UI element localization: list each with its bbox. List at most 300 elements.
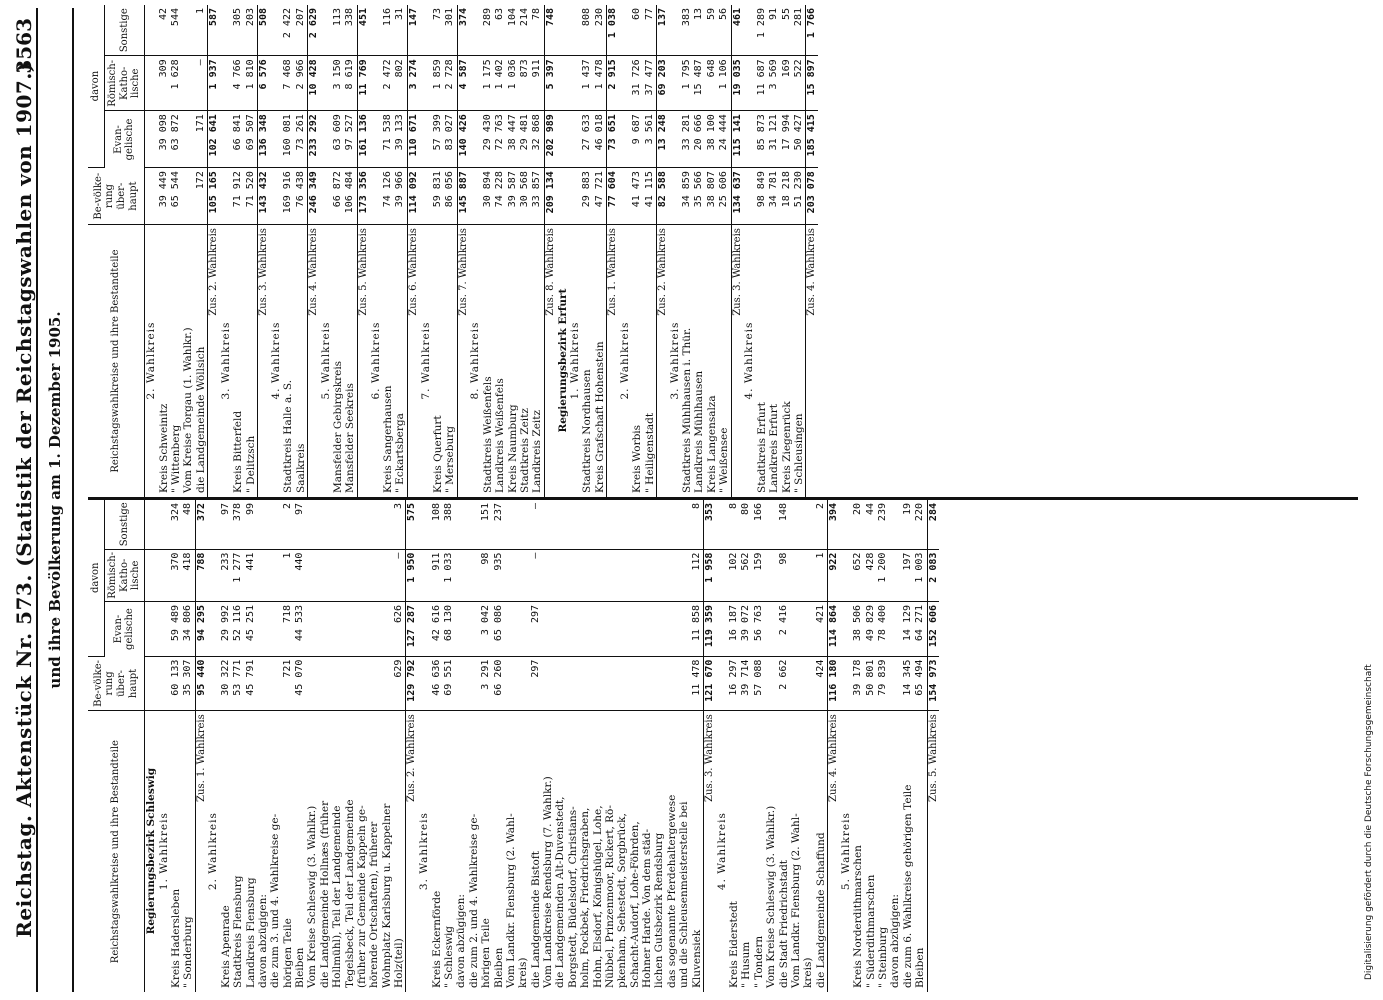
row-label: Kreis Eiderstedt [728,901,741,988]
cell-catholic: 11 687 [756,56,768,111]
cell-catholic: 788 [195,549,207,601]
cell-total: 129 792 [406,656,418,711]
empty-cell [320,168,332,225]
cell-other: 230 [594,5,607,56]
cell-catholic: — [393,549,406,601]
row-label: Vom Kreise Torgau (1. Wahlkr.) [182,327,195,493]
cell-catholic [468,549,480,601]
cell-catholic: 3 150 [332,56,344,111]
cell-catholic [567,549,579,601]
cell-total [306,656,318,711]
group-heading-row [557,5,569,497]
table-row [443,500,455,992]
cell-evangelical: 50 427 [793,111,806,168]
row-label: Mansfelder Gebirgskreis [332,360,345,493]
row-label: " Merseburg [444,426,457,493]
cell-catholic [802,549,814,601]
row-label: Kreis Bitterfeld [232,410,245,493]
cell-other: 748 [544,5,556,56]
cell-total [554,656,566,711]
cell-total: 71 912 [232,168,244,225]
cell-catholic: 1 [282,549,294,601]
section-heading: Regierungsbezirk Schleswig [145,767,158,935]
cell-catholic: 370 [170,549,182,601]
row-label: die zum 6. Wahlkreise gehörigen Teile [901,784,914,988]
total-row [457,5,469,497]
row-label: die Landgemeinde Hollnæs (früher [318,800,331,988]
subtitle-rule [72,8,74,992]
section-heading-row [270,5,282,497]
left-table-block [88,5,1358,500]
col-header-so: Sonstige [104,500,144,549]
col-header-total: Be-völke-rung über-haupt [88,168,145,225]
cell-other [381,500,393,549]
cell-catholic [319,549,331,601]
total-row [257,5,269,497]
cell-evangelical: 13 248 [656,111,668,168]
row-label: Landkreis Weißenfels [494,378,507,493]
cell-other: 575 [406,500,418,549]
cell-catholic: 6 576 [257,56,269,111]
cell-evangelical: 102 641 [208,111,220,168]
cell-other: 73 [432,5,444,56]
empty-cell [569,5,581,56]
row-label: Zus. 3. Wahlkreis [257,225,269,497]
cell-evangelical [629,601,641,656]
row-label: Kreis Norderdithmarschen [852,845,865,988]
cell-evangelical: 233 292 [307,111,319,168]
cell-other [319,500,331,549]
table-row [331,500,343,992]
row-label: Landkreis Erfurt [768,404,781,493]
cell-catholic [257,549,269,601]
cell-other [616,500,628,549]
cell-other: 108 [431,500,443,549]
section-heading: 5. Wahlkreis [319,321,332,400]
cell-other [604,500,616,549]
cell-evangelical: 69 507 [245,111,258,168]
row-label: Kreis Worbis [631,424,644,493]
col-header-rk: Römisch-Katho-lische [104,56,144,111]
total-row [357,5,369,497]
empty-cell [669,111,681,168]
cell-catholic: 648 [706,56,718,111]
row-label: Kreis Hadersleben [169,888,182,988]
cell-total: 74 126 [382,168,394,225]
empty-cell [420,168,432,225]
cell-other: 305 [232,5,244,56]
row-label: kreis) [517,957,530,988]
table-row [368,500,380,992]
cell-total: 41 115 [644,168,657,225]
total-row [656,5,668,497]
table-row [691,500,704,992]
cell-evangelical: 38 100 [706,111,718,168]
cell-evangelical: 14 129 [902,601,914,656]
empty-cell [158,656,170,711]
cell-other: 284 [927,500,939,549]
empty-cell [207,656,219,711]
cell-catholic: — [195,56,208,111]
cell-other: 1 038 [607,5,619,56]
cell-catholic: 1 402 [494,56,506,111]
table-row [768,5,780,497]
col-header-davon: davon [88,5,104,168]
cell-other: 19 [902,500,914,549]
cell-other: 508 [257,5,269,56]
cell-catholic: 1 277 [232,549,244,601]
cell-other: 63 [494,5,506,56]
row-label: Vom Landkreise Rendsburg (7. Wahlkr.) [542,776,555,988]
cell-evangelical [592,601,604,656]
row-label: " Husum [740,941,753,988]
table-row [594,5,607,497]
row-label: Zus. 1. Wahlkreis [195,711,207,992]
cell-other: 301 [444,5,457,56]
cell-total: 29 883 [581,168,593,225]
section-heading-row [320,5,332,497]
cell-evangelical: 127 287 [406,601,418,656]
cell-evangelical: 83 027 [444,111,457,168]
table-row [693,5,705,497]
cell-total [381,656,393,711]
cell-other: 2 422 [282,5,294,56]
table-row [641,500,653,992]
cell-total: 203 078 [806,168,818,225]
cell-other: 13 [693,5,705,56]
cell-other: 2 629 [307,5,319,56]
cell-catholic [269,549,281,601]
col-header-name: Reichstagswahlkreise und ihre Bestandteile [88,225,145,497]
table-row [344,5,357,497]
empty-cell [619,56,631,111]
cell-evangelical: 626 [393,601,406,656]
cell-catholic: 197 [902,549,914,601]
cell-other: 587 [208,5,220,56]
row-label: Bleiben [914,947,927,988]
col-header-total: Be-völke-rung über-haupt [88,656,145,711]
cell-other: 239 [877,500,889,549]
table-row [793,5,806,497]
cell-other [802,500,814,549]
row-label: Hohn, Elsdorf, Königshügel, Lohe, [591,805,604,988]
cell-total: 45 791 [245,656,257,711]
cell-other: 374 [457,5,469,56]
table-row [394,5,407,497]
row-label: hörigen Teile [281,918,294,988]
section-heading: 7. Wahlkreis [419,321,432,400]
cell-other: 31 [394,5,407,56]
empty-cell [320,5,332,56]
row-label: Holz(teil) [393,938,406,988]
cell-total: 116 180 [828,656,840,711]
empty-cell [270,111,282,168]
cell-other: 1 766 [806,5,818,56]
cell-other: 353 [703,500,715,549]
cell-other: 60 [631,5,643,56]
cell-other: — [530,500,542,549]
empty-cell [619,111,631,168]
table-row [852,500,864,992]
cell-total [182,168,194,225]
cell-other: 394 [828,500,840,549]
cell-total: 69 551 [443,656,455,711]
table-row [604,500,616,992]
cell-total [468,656,480,711]
cell-other: 55 [781,5,793,56]
cell-total: 39 587 [507,168,519,225]
table-row [629,500,641,992]
row-label: Zus. 3. Wahlkreis [731,225,743,497]
cell-evangelical [306,601,318,656]
cell-other [666,500,678,549]
table-row [507,5,519,497]
empty-cell [716,549,728,601]
empty-cell [145,111,158,168]
cell-total: 65 494 [914,656,927,711]
empty-cell [320,111,332,168]
cell-catholic [517,549,529,601]
empty-cell [469,111,481,168]
table-row [455,500,467,992]
table-row [902,500,914,992]
cell-catholic: 1 628 [170,56,182,111]
footer-credit: Digitalisierung gefördert durch die Deutsche Forschungsgemeinschaft [1364,664,1374,980]
cell-evangelical [790,601,802,656]
cell-other: 113 [332,5,344,56]
table-row [282,5,294,497]
table-row [681,5,693,497]
cell-catholic [790,549,802,601]
table-row [505,500,517,992]
cell-other: 166 [753,500,765,549]
cell-catholic [604,549,616,601]
page-number: 3563 [12,18,36,74]
cell-other: 461 [731,5,743,56]
cell-evangelical [678,601,690,656]
cell-catholic [505,549,517,601]
cell-other: 203 [245,5,258,56]
cell-total [455,656,467,711]
cell-other: 137 [656,5,668,56]
empty-cell [320,56,332,111]
empty-cell [420,56,432,111]
empty-cell [420,5,432,56]
cell-catholic: 98 [778,549,790,601]
cell-evangelical [666,601,678,656]
right-table-body [145,500,940,992]
cell-catholic: 112 [691,549,704,601]
cell-total [641,656,653,711]
empty-cell [840,549,852,601]
empty-cell [370,111,382,168]
cell-other [678,500,690,549]
cell-catholic [579,549,591,601]
table-row [790,500,802,992]
cell-catholic [182,56,194,111]
table-row [480,500,492,992]
cell-evangelical: 11 858 [691,601,704,656]
cell-total: 424 [815,656,828,711]
empty-cell [669,5,681,56]
table-row [765,500,777,992]
row-label: die zum 2. und 4. Wahlkreise ge- [467,813,480,988]
cell-catholic: 102 [728,549,740,601]
cell-evangelical: 38 447 [507,111,519,168]
cell-total: 60 133 [170,656,182,711]
cell-other [889,500,901,549]
cell-other: 97 [220,500,232,549]
row-label: Zus. 2. Wahlkreis [656,225,668,497]
table-row [517,500,529,992]
table-row [554,500,566,992]
cell-evangelical: 66 841 [232,111,244,168]
page-header [6,0,46,1000]
left-table-body [145,5,818,497]
empty-cell [145,5,158,56]
table-row [182,5,194,497]
cell-total [666,656,678,711]
cell-evangelical: 136 348 [257,111,269,168]
cell-total: 105 165 [208,168,220,225]
section-heading-row [469,5,481,497]
cell-catholic: 3 569 [768,56,780,111]
page-subtitle: und ihre Bevölkerung am 1. Dezember 1905. [46,311,64,689]
table-row [802,500,814,992]
total-row [406,500,418,992]
cell-evangelical: 9 687 [631,111,643,168]
cell-evangelical [542,601,554,656]
section-heading: Regierungsbezirk Erfurt [556,288,569,433]
row-label: Zus. 5. Wahlkreis [357,225,369,497]
row-label: Zus. 3. Wahlkreis [703,711,715,992]
cell-other: 20 [852,500,864,549]
row-label: Stadtkreis Erfurt [755,402,768,493]
row-label: die Landgemeinden Alt-Duvenstedt, [554,796,567,988]
cell-other: 214 [519,5,531,56]
cell-total: 39 966 [394,168,407,225]
section-heading: 4. Wahlkreis [269,321,282,400]
cell-evangelical: 119 359 [703,601,715,656]
cell-evangelical: 110 671 [407,111,419,168]
cell-evangelical: 39 133 [394,111,407,168]
cell-evangelical [604,601,616,656]
table-row [245,5,258,497]
cell-evangelical: 3 561 [644,111,657,168]
table-row [158,5,170,497]
cell-other [765,500,777,549]
row-label: Kreis Naumburg [506,404,519,493]
cell-evangelical: 73 651 [607,111,619,168]
cell-catholic [641,549,653,601]
cell-other: 220 [914,500,927,549]
cell-evangelical: 97 527 [344,111,357,168]
cell-evangelical: 72 763 [494,111,506,168]
row-label: Stadtkreis Nordhausen [581,369,594,493]
cell-evangelical: 171 [195,111,208,168]
cell-evangelical: 56 763 [753,601,765,656]
table-row [295,5,308,497]
cell-evangelical: 29 430 [482,111,494,168]
cell-other: 147 [407,5,419,56]
table-row [531,5,544,497]
cell-catholic: 1 478 [594,56,607,111]
cell-total: 11 478 [691,656,704,711]
row-label: " Schleusingen [792,413,805,493]
table-row [382,5,394,497]
section-heading: 4. Wahlkreis [743,321,756,400]
cell-catholic: 922 [828,549,840,601]
cell-evangelical: 57 399 [432,111,444,168]
table-row [781,5,793,497]
table-row [494,5,506,497]
row-label: lichen Gutsbezirk Rendsburg [653,832,666,988]
cell-total [678,656,690,711]
table-row [257,500,269,992]
cell-other [306,500,318,549]
cell-evangelical [653,601,665,656]
cell-other: 91 [768,5,780,56]
table-row [356,500,368,992]
table-row [182,500,195,992]
cell-catholic: 309 [158,56,170,111]
cell-evangelical [331,601,343,656]
empty-cell [716,500,728,549]
row-label: " Süderdithmarschen [864,874,877,988]
cell-total: 95 440 [195,656,207,711]
cell-other [331,500,343,549]
cell-evangelical: 45 251 [245,601,257,656]
right-table-block [88,500,1358,992]
row-label: Bleiben [492,947,505,988]
row-label: Kluvensiek [690,929,703,988]
cell-other [542,500,554,549]
cell-total: 46 636 [431,656,443,711]
table-row [519,5,531,497]
cell-evangelical: 85 873 [756,111,768,168]
cell-catholic [666,549,678,601]
cell-catholic: 19 035 [731,56,743,111]
cell-total: 2 662 [778,656,790,711]
row-label: " Weißensee [718,427,731,493]
section-heading-row [220,5,232,497]
cell-total: 51 230 [793,168,806,225]
empty-cell [469,56,481,111]
cell-catholic: 2 728 [444,56,457,111]
cell-total: 39 449 [158,168,170,225]
row-label: die zum 3. und 4. Wahlkreise ge- [269,813,282,988]
cell-other [629,500,641,549]
row-label: Kreis Apenrade [219,905,232,988]
cell-other: 372 [195,500,207,549]
cell-other: 8 [728,500,740,549]
col-header-ev: Evan-gelische [104,601,144,656]
row-label: " Steinburg [877,926,889,988]
table-row [306,500,318,992]
table-row [282,500,294,992]
cell-catholic: 8 619 [344,56,357,111]
table-row [482,5,494,497]
cell-other: 451 [357,5,369,56]
row-label: Zus. 1. Wahlkreis [607,225,619,497]
cell-total [356,656,368,711]
cell-total: 82 588 [656,168,668,225]
cell-other: 281 [793,5,806,56]
total-row [703,500,715,992]
section-heading: 3. Wahlkreis [668,321,681,400]
cell-total: 34 781 [768,168,780,225]
row-label: " Eckartsberga [394,413,407,493]
